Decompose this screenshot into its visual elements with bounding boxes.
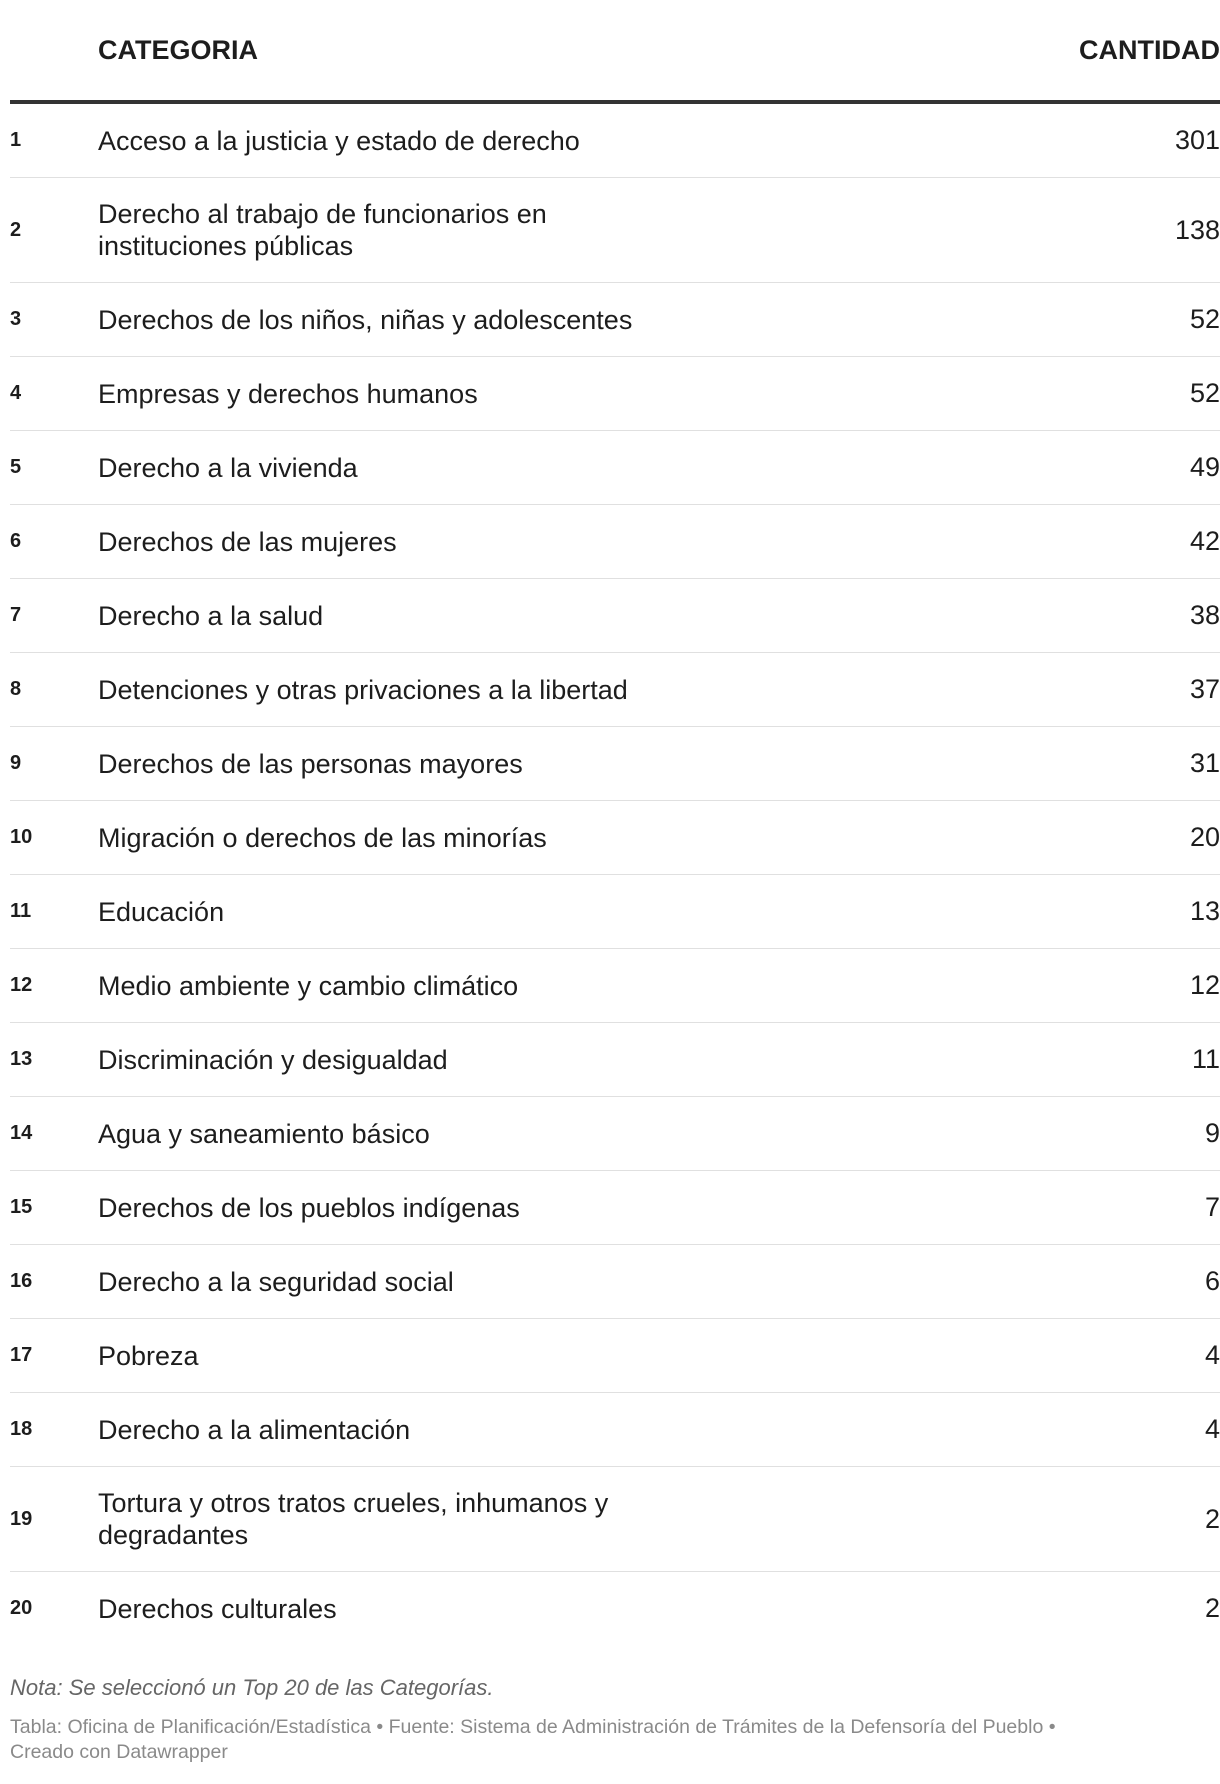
table-row [10,727,1220,801]
row-rank: 9 [10,727,98,801]
row-rank: 12 [10,949,98,1023]
row-category-cell [98,801,1060,875]
row-category-cell [98,1467,1060,1572]
table-header-row [10,0,1220,102]
row-category: Derecho a la vivienda [98,452,358,483]
row-rank: 17 [10,1319,98,1393]
row-category-cell [98,1319,1060,1393]
row-category: Detenciones y otras privaciones a la libertad [98,674,628,705]
table-row [10,801,1220,875]
table-row [10,653,1220,727]
row-quantity: 42 [1060,505,1220,579]
table-row [10,505,1220,579]
data-table [10,0,1220,1645]
row-category: Derechos de las mujeres [98,526,397,557]
row-rank: 3 [10,283,98,357]
row-category: Tortura y otros tratos crueles, inhumanos y degradantes [98,1488,609,1550]
row-quantity: 13 [1060,875,1220,949]
source-line-1: Tabla: Oficina de Planificación/Estadística • Fuente: Sistema de Administración de Trámites de la Defensoría del Pueblo • [10,1716,1056,1738]
table-source [10,1715,1220,1765]
table-footer [10,1675,1220,1765]
row-category-cell [98,1097,1060,1171]
row-rank: 16 [10,1245,98,1319]
row-quantity: 52 [1060,283,1220,357]
row-category: Derecho a la salud [98,600,324,631]
row-quantity: 20 [1060,801,1220,875]
row-quantity: 138 [1060,178,1220,283]
row-category-cell [98,431,1060,505]
row-category: Derechos culturales [98,1593,337,1624]
row-rank: 1 [10,102,98,178]
row-category-cell [98,178,1060,283]
row-quantity: 11 [1060,1023,1220,1097]
row-category: Derecho a la seguridad social [98,1266,454,1297]
row-category-cell [98,727,1060,801]
row-category: Medio ambiente y cambio climático [98,970,519,1001]
row-rank: 2 [10,178,98,283]
row-quantity: 301 [1060,102,1220,178]
row-quantity: 7 [1060,1171,1220,1245]
row-rank: 20 [10,1597,33,1619]
source-line-2: Creado con Datawrapper [10,1741,228,1763]
category-column-header[interactable]: CATEGORIA [98,0,1060,102]
row-category-cell [98,579,1060,653]
row-category: Derechos de los pueblos indígenas [98,1192,520,1223]
row-category-cell [98,283,1060,357]
row-rank: 14 [10,1097,98,1171]
row-category-cell [98,653,1060,727]
row-category: Agua y saneamiento básico [98,1118,430,1149]
table-row [10,1467,1220,1572]
row-rank: 18 [10,1393,98,1467]
table-row [10,102,1220,178]
row-quantity: 49 [1060,431,1220,505]
table-row [10,1097,1220,1171]
row-rank: 19 [10,1467,98,1572]
row-category: Pobreza [98,1340,199,1371]
row-quantity: 38 [1060,579,1220,653]
row-category-cell [98,1572,1060,1646]
table-row [10,431,1220,505]
row-quantity: 2 [1204,1593,1220,1623]
row-category-cell [98,1023,1060,1097]
row-category: Migración o derechos de las minorías [98,822,547,853]
table-row [10,1572,1220,1646]
row-category-cell [98,1245,1060,1319]
quantity-column-header[interactable]: CANTIDAD [1060,0,1220,102]
row-quantity: 37 [1060,653,1220,727]
row-category-cell [98,1393,1060,1467]
row-rank: 13 [10,1023,98,1097]
table-row [10,178,1220,283]
row-category: Empresas y derechos humanos [98,378,478,409]
row-rank: 4 [10,357,98,431]
row-category-cell [98,1171,1060,1245]
row-category: Derecho a la alimentación [98,1414,411,1445]
row-category: Derechos de las personas mayores [98,748,523,779]
row-quantity: 4 [1060,1319,1220,1393]
row-category: Derechos de los niños, niñas y adolescentes [98,304,633,335]
table-row [10,579,1220,653]
row-category: Derecho al trabajo de funcionarios en instituciones públicas [98,199,547,261]
row-category-cell [98,505,1060,579]
row-category-cell [98,102,1060,178]
row-quantity: 52 [1060,357,1220,431]
row-rank: 6 [10,505,98,579]
row-quantity: 2 [1060,1467,1220,1572]
table-row [10,1023,1220,1097]
row-category-cell [98,875,1060,949]
table-row [10,949,1220,1023]
table-row [10,357,1220,431]
row-quantity: 31 [1060,727,1220,801]
table-row [10,283,1220,357]
rank-column-header[interactable] [10,0,98,102]
row-rank: 7 [10,579,98,653]
row-quantity: 6 [1060,1245,1220,1319]
row-category: Discriminación y desigualdad [98,1044,448,1075]
row-rank: 5 [10,431,98,505]
row-quantity: 9 [1060,1097,1220,1171]
table-body [10,102,1220,1645]
table-row [10,875,1220,949]
row-rank: 15 [10,1171,98,1245]
row-category-cell [98,949,1060,1023]
row-rank: 10 [10,801,98,875]
table-note: Nota: Se seleccionó un Top 20 de las Categorías. [10,1675,494,1700]
table-row [10,1171,1220,1245]
table-row [10,1393,1220,1467]
row-quantity: 12 [1060,949,1220,1023]
row-rank: 11 [10,875,98,949]
row-rank: 8 [10,653,98,727]
row-category: Educación [98,896,225,927]
table-row [10,1245,1220,1319]
row-category-cell [98,357,1060,431]
row-category: Acceso a la justicia y estado de derecho [98,125,580,156]
table-row [10,1319,1220,1393]
row-quantity: 4 [1060,1393,1220,1467]
